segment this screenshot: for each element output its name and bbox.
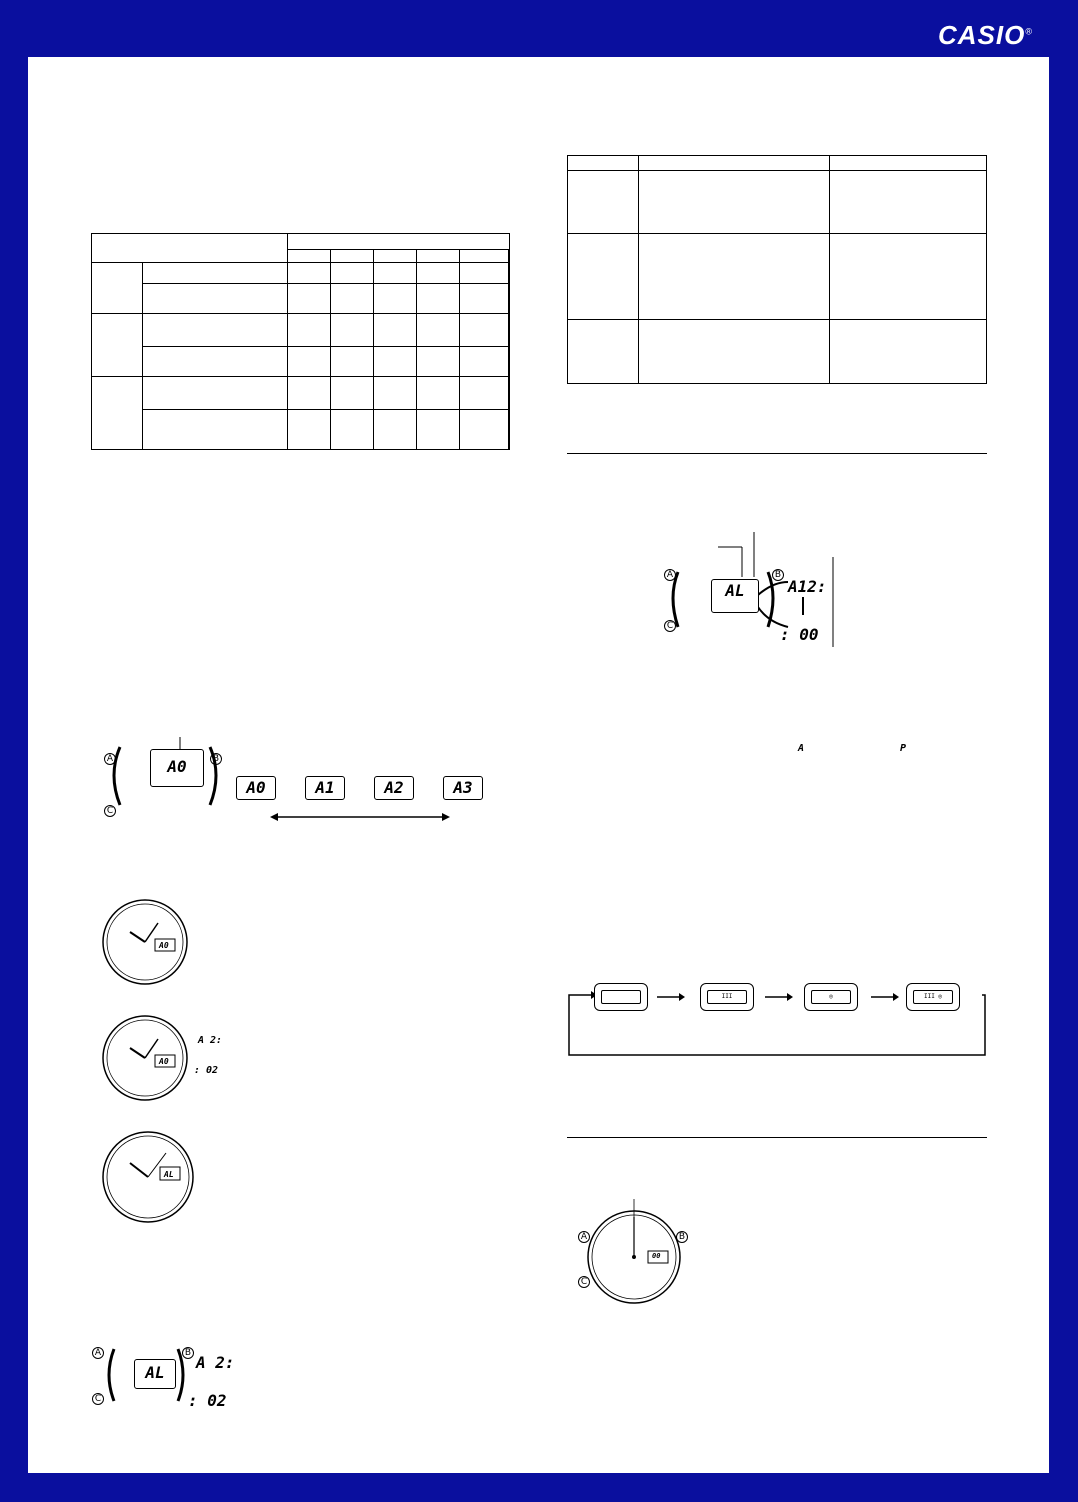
bottom-dial-lcd: 00 — [652, 1252, 661, 1260]
sequence-state-3: ◎ — [804, 983, 858, 1011]
dial-3-lcd: AL — [164, 1170, 174, 1179]
button-c-label: C — [578, 1276, 590, 1288]
button-c-label: C — [92, 1393, 104, 1405]
dial-3 — [100, 1129, 196, 1225]
hour-readout-upper: A12: — [788, 577, 827, 596]
hour-readout-lower: : 00 — [780, 625, 819, 644]
pm-indicator: P — [900, 743, 907, 754]
sequence-state-1 — [594, 983, 648, 1011]
casio-logo: CASIO® — [938, 20, 1033, 50]
section-divider — [567, 453, 987, 454]
alarm-seq-a3: A3 — [443, 776, 483, 800]
button-a-label: A — [104, 753, 116, 765]
alarm-seq-a0: A0 — [236, 776, 276, 800]
button-b-label: B — [182, 1347, 194, 1359]
small-readout-upper: A 2: — [198, 1035, 223, 1046]
left-table — [91, 233, 510, 450]
button-b-label: B — [210, 753, 222, 765]
button-c-label: C — [104, 805, 116, 817]
setting-readout-lower: : 02 — [188, 1391, 227, 1410]
alarm-seq-a1: A1 — [305, 776, 345, 800]
alarm-current-lcd: A0 — [150, 749, 204, 787]
sequence-state-2: III — [700, 983, 754, 1011]
button-b-label: B — [676, 1231, 688, 1243]
manual-page — [28, 57, 1049, 1473]
am-indicator: A — [798, 743, 805, 754]
button-a-label: A — [92, 1347, 104, 1359]
alarm-seq-a2: A2 — [374, 776, 414, 800]
button-c-label: C — [664, 620, 676, 632]
setting-readout-upper: A 2: — [196, 1353, 235, 1372]
dial-1-lcd: A0 — [159, 941, 169, 950]
bottom-dial — [584, 1207, 684, 1307]
small-readout-lower: : 02 — [194, 1065, 219, 1076]
dial-2 — [100, 1013, 190, 1103]
dial-2-lcd: A0 — [159, 1057, 169, 1066]
setting-example-lcd: AL — [134, 1359, 176, 1389]
setting-example-diagram — [98, 1337, 258, 1417]
hour-setting-lcd: AL — [711, 579, 759, 613]
button-a-label: A — [664, 569, 676, 581]
sequence-state-4: III ◎ — [906, 983, 960, 1011]
button-a-label: A — [578, 1231, 590, 1243]
section-divider — [567, 1137, 987, 1138]
right-table — [567, 155, 987, 384]
dial-1 — [100, 897, 190, 987]
button-b-label: B — [772, 569, 784, 581]
